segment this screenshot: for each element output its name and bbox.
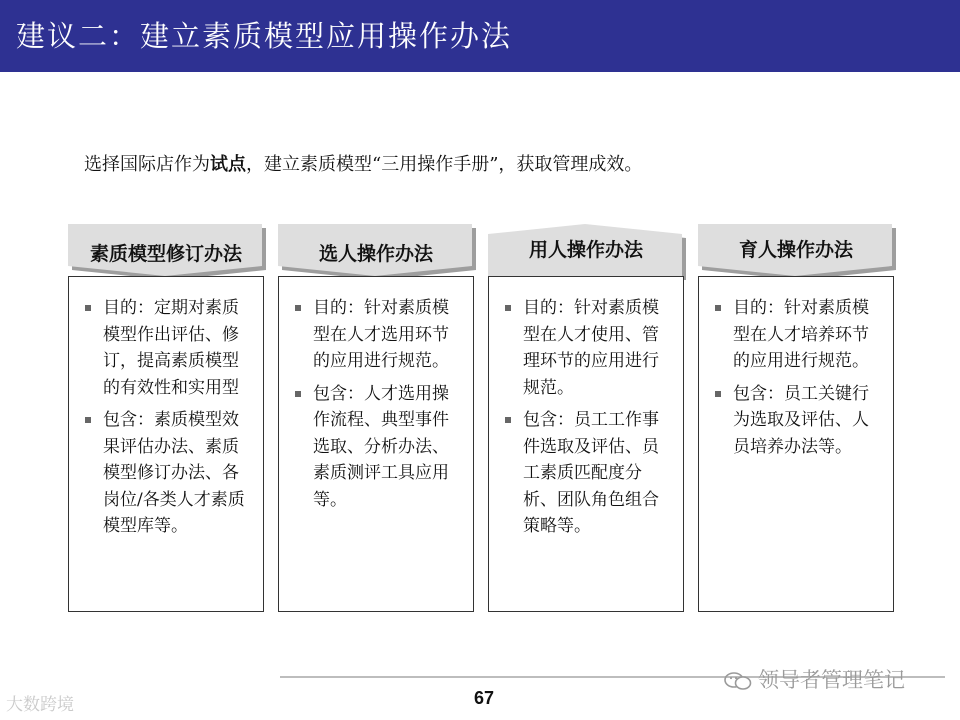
list-item [489,295,675,401]
bullet-square-icon [715,391,721,397]
intro-bold: 试点 [210,154,246,175]
bullet-square-icon [295,305,301,311]
bullet-square-icon [505,305,511,311]
bullet-square-icon [505,417,511,423]
bullet-text: 包含：人才选用操作流程、典型事件选取、分析办法、素质测评工具应用等。 [313,383,449,510]
bullet-list [699,277,893,460]
column-header-label: 素质模型修订办法 [89,243,242,265]
column-header-label: 选人操作办法 [318,243,433,265]
list-item [279,295,465,375]
bullet-text: 目的：针对素质模型在人才培养环节的应用进行规范。 [733,298,869,371]
bullet-text: 目的：针对素质模型在人才选用环节的应用进行规范。 [313,298,449,371]
column-header-label: 育人操作办法 [738,239,853,261]
bullet-list [279,277,473,513]
column-box [698,276,894,612]
bullet-text: 包含：员工工作事件选取及评估、员工素质匹配度分析、团队角色组合策略等。 [523,410,659,536]
bullet-square-icon [295,391,301,397]
bullet-square-icon [85,417,91,423]
watermark-left-text: 大数跨境 [6,695,74,715]
wechat-icon [724,671,752,691]
column-box [278,276,474,612]
column-header-revision [68,224,264,278]
bullet-square-icon [85,305,91,311]
column-box [68,276,264,612]
slide-title: 建议二：建立素质模型应用操作办法 [16,19,513,53]
list-item [69,295,255,401]
watermark-right [724,664,905,694]
column-header-label: 用人操作办法 [528,239,643,261]
column-header-development [698,224,894,278]
list-item [699,381,885,461]
title-bar [0,0,960,72]
bullet-square-icon [715,305,721,311]
list-item [69,407,255,540]
bullet-text: 目的：定期对素质模型作出评估、修订，提高素质模型的有效性和实用型 [103,298,239,398]
bullet-text: 包含：素质模型效果评估办法、素质模型修订办法、各岗位/各类人才素质模型库等。 [103,410,245,536]
intro-before: 选择国际店作为 [84,154,210,175]
column-header-selection [278,224,474,278]
bullet-text: 包含：员工关键行为选取及评估、人员培养办法等。 [733,383,869,457]
bullet-list [489,277,683,540]
column-box [488,276,684,612]
watermark-left [6,690,74,715]
watermark-right-text: 领导者管理笔记 [758,668,905,692]
list-item [699,295,885,375]
bullet-text: 目的：针对素质模型在人才使用、管理环节的应用进行规范。 [523,298,659,398]
column-header-usage [488,224,684,278]
list-item [489,407,675,540]
intro-text [84,150,642,176]
list-item [279,381,465,514]
bullet-list [69,277,263,540]
page-number: 67 [474,688,495,708]
intro-after: ，建立素质模型“三用操作手册”，获取管理成效。 [246,154,643,175]
